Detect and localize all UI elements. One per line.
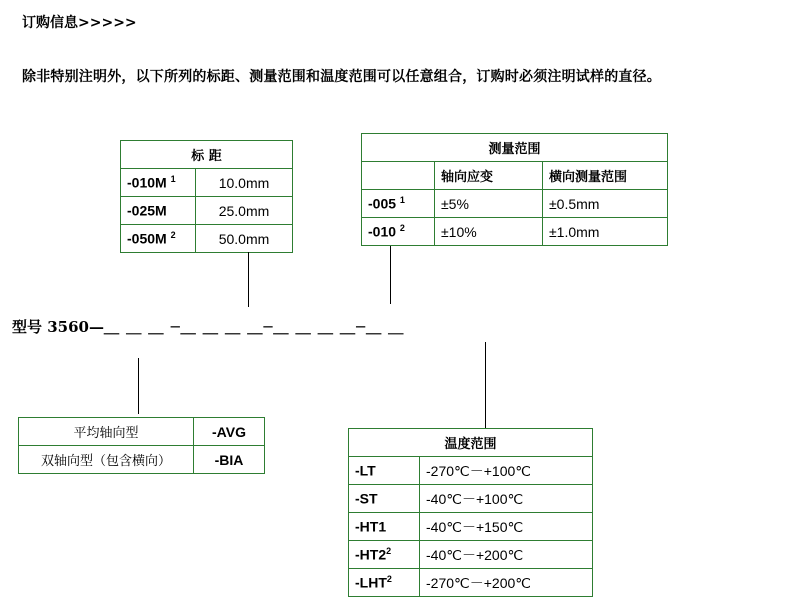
temp-range: -40℃－+100℃ bbox=[420, 485, 593, 513]
table-row bbox=[349, 457, 593, 485]
col-axial-header: 轴向应变 bbox=[435, 162, 543, 190]
measure-range-title: 测量范围 bbox=[362, 134, 668, 162]
type-connector-line bbox=[138, 358, 139, 414]
temp-code: $-HT2^2$ bbox=[349, 541, 420, 569]
temp-range: -270℃－+200℃ bbox=[420, 569, 593, 597]
table-row bbox=[349, 541, 593, 569]
table-header-row bbox=[362, 162, 668, 190]
type-options-table bbox=[18, 417, 265, 474]
range-code: -010 $^2$ bbox=[362, 218, 435, 246]
temperature-connector-line bbox=[485, 342, 486, 428]
gauge-code: -050M $^2$ bbox=[121, 225, 196, 253]
gauge-value: 25.0mm bbox=[196, 197, 293, 225]
gauge-connector-line bbox=[248, 252, 249, 307]
gauge-length-title: 标 距 bbox=[121, 141, 293, 169]
gauge-value: 50.0mm bbox=[196, 225, 293, 253]
model-number-line bbox=[12, 316, 404, 337]
col-transverse-header: 横向测量范围 bbox=[543, 162, 668, 190]
table-row bbox=[362, 218, 668, 246]
ordering-intro-text: 除非特别注明外，以下所列的标距、测量范围和温度范围可以任意组合，订购时必须注明试样的直径。 bbox=[22, 69, 661, 85]
table-row bbox=[121, 225, 293, 253]
type-code: -BIA bbox=[194, 446, 265, 474]
table-row bbox=[121, 169, 293, 197]
table-row bbox=[349, 569, 593, 597]
temperature-table bbox=[348, 428, 593, 597]
model-blanks: ＿ ＿ ＿ ─＿ ＿ ＿ ＿─＿ ＿ ＿ ＿─＿ ＿ bbox=[103, 318, 405, 336]
axial-value: ±5% bbox=[435, 190, 543, 218]
type-code: -AVG bbox=[194, 418, 265, 446]
type-desc: 双轴向型（包含横向） bbox=[19, 446, 194, 474]
table-row bbox=[121, 197, 293, 225]
type-desc: 平均轴向型 bbox=[19, 418, 194, 446]
measure-range-table bbox=[361, 133, 668, 246]
table-row bbox=[349, 513, 593, 541]
temperature-title: 温度范围 bbox=[349, 429, 593, 457]
gauge-value: 10.0mm bbox=[196, 169, 293, 197]
transverse-value: ±0.5mm bbox=[543, 190, 668, 218]
temp-range: -40℃－+200℃ bbox=[420, 541, 593, 569]
range-connector-line bbox=[390, 246, 391, 304]
temp-code: -ST bbox=[349, 485, 420, 513]
gauge-code: -025M bbox=[121, 197, 196, 225]
table-row bbox=[19, 418, 265, 446]
gauge-length-table bbox=[120, 140, 293, 253]
temp-range: -270℃－+100℃ bbox=[420, 457, 593, 485]
range-code: -005 $^1$ bbox=[362, 190, 435, 218]
transverse-value: ±1.0mm bbox=[543, 218, 668, 246]
axial-value: ±10% bbox=[435, 218, 543, 246]
table-row bbox=[19, 446, 265, 474]
temp-code: -LT bbox=[349, 457, 420, 485]
temp-code: -HT1 bbox=[349, 513, 420, 541]
temp-range: -40℃－+150℃ bbox=[420, 513, 593, 541]
ordering-info-heading: 订购信息>>>>> bbox=[22, 15, 137, 31]
table-row bbox=[349, 485, 593, 513]
model-label: 型号 3560— bbox=[12, 318, 104, 336]
gauge-code: -010M $^1$ bbox=[121, 169, 196, 197]
temp-code: -LHT$^2$ bbox=[349, 569, 420, 597]
table-row bbox=[362, 190, 668, 218]
